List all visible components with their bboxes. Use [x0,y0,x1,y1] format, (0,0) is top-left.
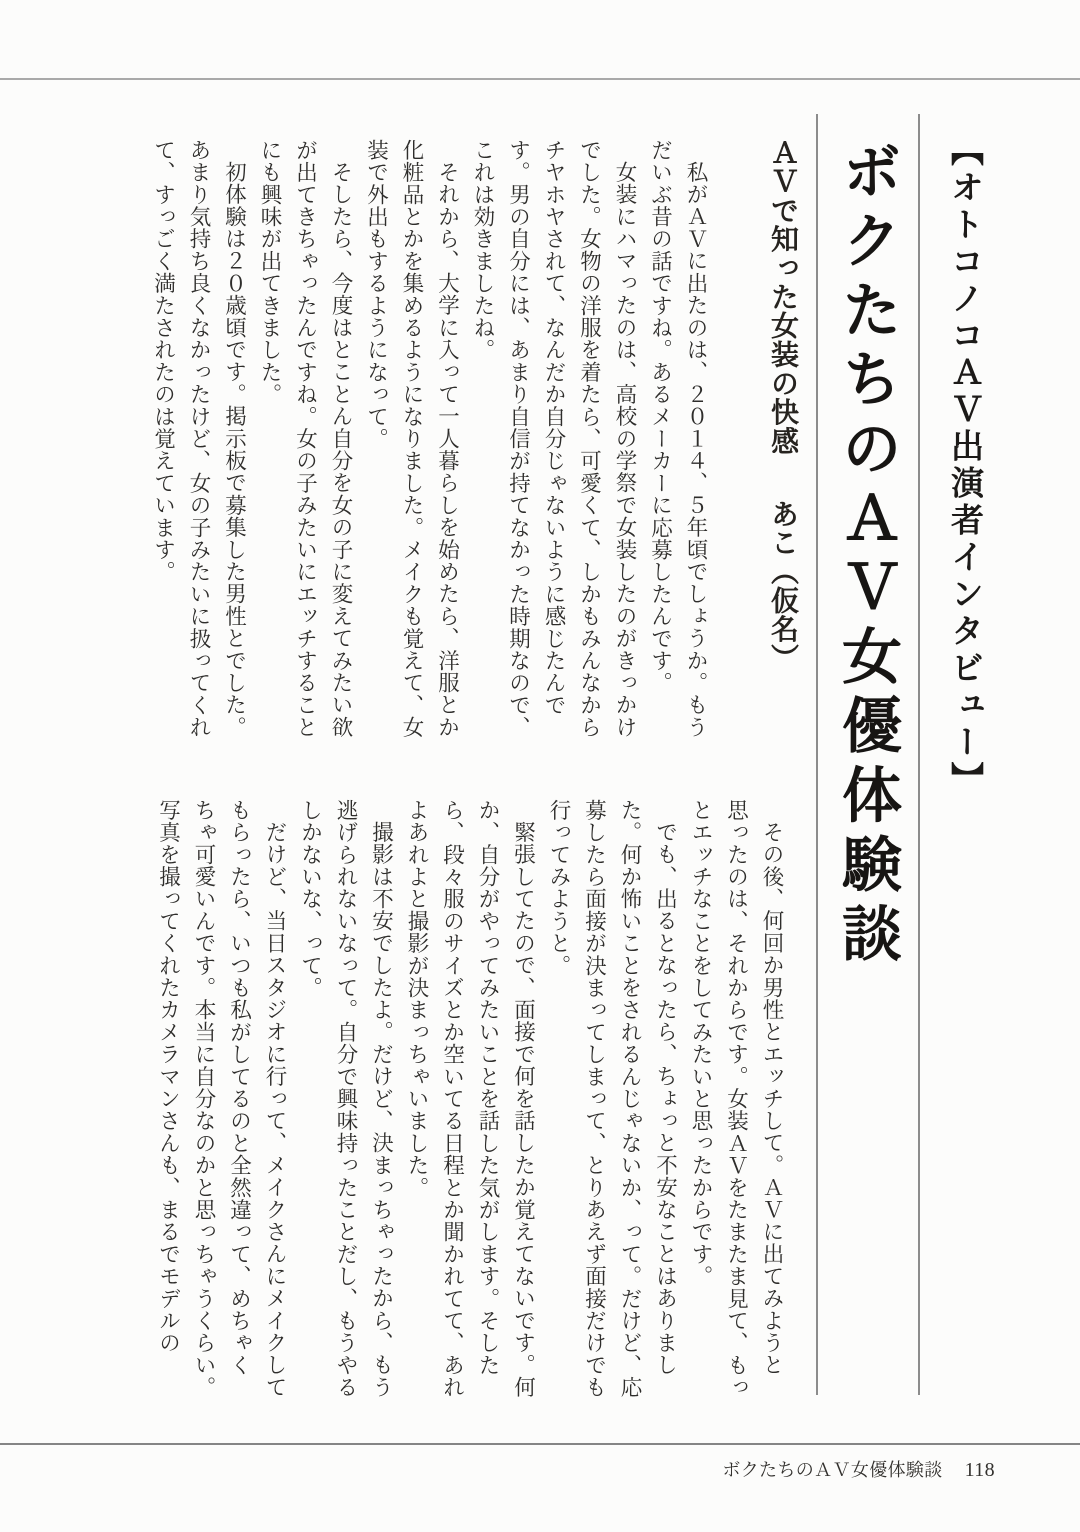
bottom-rule [0,1443,1080,1445]
article-body-part1 [145,139,713,747]
page-title: ボクたちのＡＶ女優体験談 [834,140,900,972]
paragraph: 初体験は２０歳頃です。掲示板で募集した男性とでした。あまり気持ち良くなかったけど、女の子みたいに扱ってくれて、すっごく満たされたのは覚えています。 [151,139,247,739]
paragraph: だけど、当日スタジオに行って、メイクさんにメイクしてもらったら、いつも私がしてるのと全然違って、めちゃくちゃ可愛いんです。本当に自分なのかと思っちゃうくらい。写真を撮ってくれたカメラマンさんも、まるでモデルの [156,799,287,1399]
paragraph: そしたら、今度はとことん自分を女の子に変えてみたい欲が出てきちゃったんですね。女の子みたいにエッチすることにも興味が出てきました。 [258,139,353,739]
article-body-part2 [150,799,789,1399]
article-subtitle [765,138,799,672]
paragraph: その後、何回か男性とエッチして。ＡＶに出てみようと思ったのは、それからです。女装ＡＶをたまたま見て、もっとエッチなことをしてみたいと思ったからです。 [689,799,784,1399]
running-footer [722,1456,995,1482]
kicker-interview-series: 【オトコノコＡＶ出演者インタビュー】 [946,133,982,799]
title-rule-right [918,114,920,1395]
interviewee-name: あこ（仮名） [767,499,798,673]
paragraph: でも、出るとなったら、ちょっと不安なことはありました。何か怖いことをされるんじゃないか、って。だけど、応募したら面接が決まってしまって、とりあえず面接だけでも行ってみようと。 [547,799,678,1399]
footer-running-title: ボクたちのＡＶ女優体験談 [722,1460,943,1480]
paragraph: 女装にハマったのは、高校の学祭で女装したのがきっかけでした。女物の洋服を着たら、可愛くて、しかもみんなからチヤホヤされて、なんだか自分じゃないように感じたんです。男の自分には、あまり自信が持てなかった時期なので、これは効きましたね。 [471,139,637,739]
subtitle-text: ＡＶで知った女装の快感 [767,138,798,456]
paragraph: 私がＡＶに出たのは、２０１４、５年頃でしょうか。もうだいぶ昔の話ですね。あるメーカーに応募したんです。 [648,139,708,738]
paragraph: 緊張してたので、面接で何を話したか覚えてないです。何か、自分がやってみたいことを話した気がします。そしたら、段々服のサイズとか空いてる日程とか聞かれてて、あれよあれよと撮影が決まっちゃいました。 [405,799,536,1399]
title-rule-left [816,114,818,1395]
top-rule [0,78,1080,80]
footer-page-number: 118 [964,1459,995,1481]
paragraph: それから、大学に入って一人暮らしを始めたら、洋服とか化粧品とかを集めるようになりました。メイクも覚えて、女装で外出もするようになって。 [364,139,460,739]
paragraph: 撮影は不安でしたよ。だけど、決まっちゃったから、もう逃げられないなって。自分で興味持ったことだし、もうやるしかないな、って。 [298,799,394,1399]
